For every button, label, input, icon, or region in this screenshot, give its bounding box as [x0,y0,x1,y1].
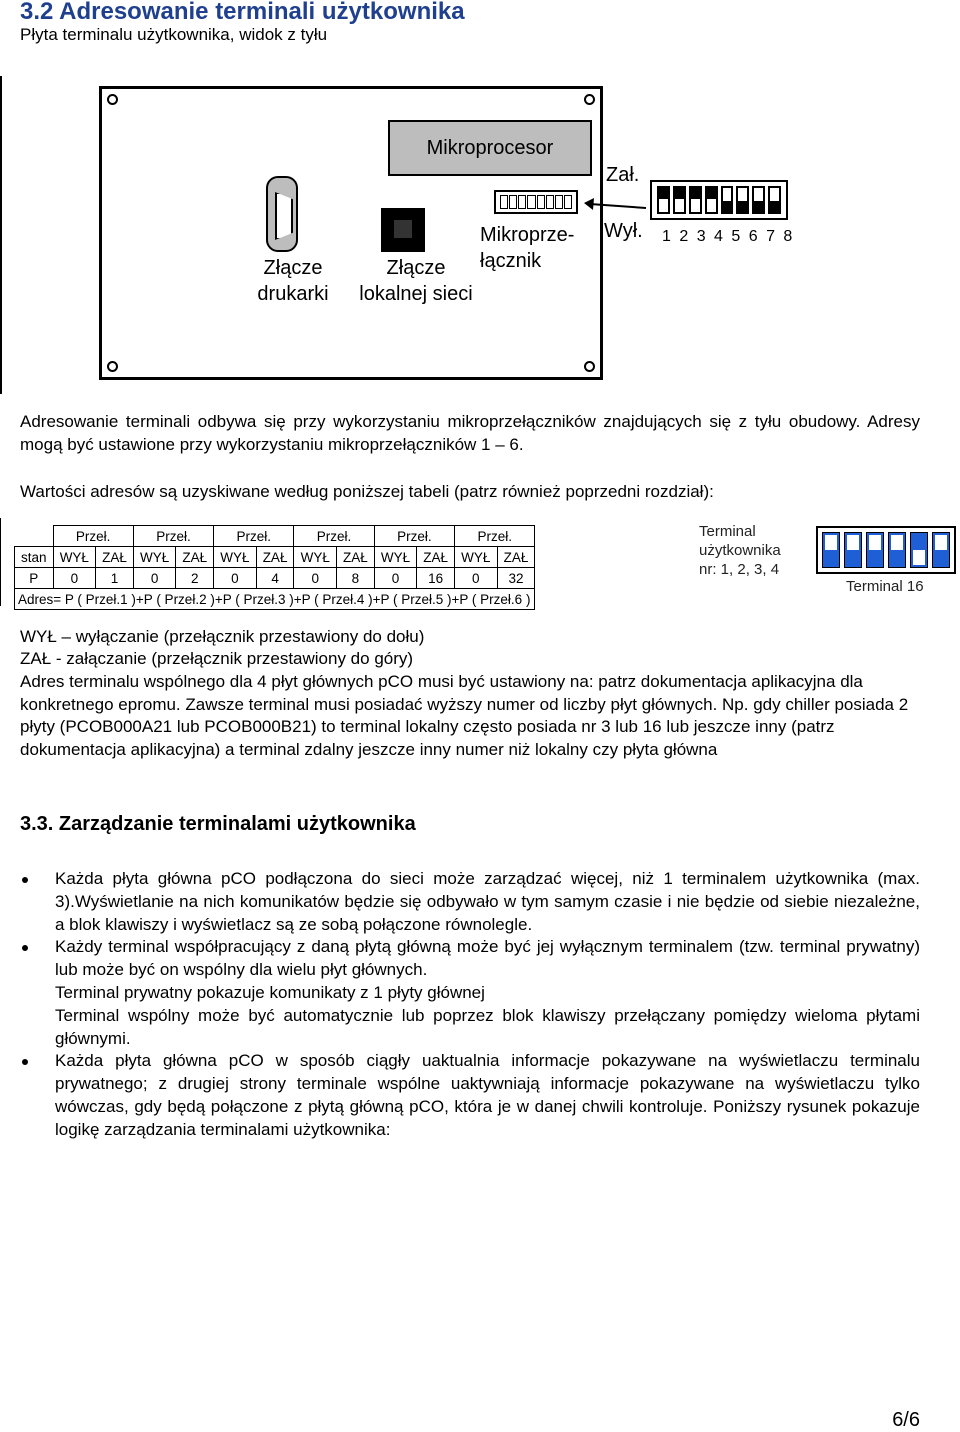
rj-port-icon [394,220,412,238]
terminal-16-label: Terminal 16 [846,578,924,595]
dip-lever-icon [768,186,781,214]
table-cell: 0 [53,568,96,589]
margin-rule [0,518,1,606]
table-cell: 0 [214,568,257,589]
table-cell: Przeł. [53,526,133,547]
terminal-dip-switch-icon [816,526,956,574]
dip-lever-icon [546,195,554,209]
dip-lever-icon [527,195,535,209]
paragraph-values: Wartości adresów są uzyskiwane według poniższej tabeli (patrz również poprzedni rozdział): [20,482,714,501]
dsub-port-icon [275,192,293,240]
table-cell: 2 [176,568,214,589]
list-item-text: Każda płyta główna pCO w sposób ciągły uaktualnia informacje pokazywane na wyświetlaczu terminalu prywatnego; z drugiej strony terminale wspólne uaktywniają informacje pokazywane na wyświetlaczu tylko wówczas, gdy będą połączone z płytą główną pCO, która je w danej chwili kontroluje. Poniższy rysunek pokazuje logikę zarządzania terminalami użytkownika: [55,1051,920,1139]
table-cell: ZAŁ [337,547,375,568]
table-cell: WYŁ [294,547,337,568]
list-item [20,868,920,936]
table-cell: ZAŁ [497,547,535,568]
list-item [20,936,920,1050]
dip-switch-icon [494,190,578,214]
table-cell: Przeł. [374,526,454,547]
label-line: Mikroprze- [480,224,575,246]
table-cell: WYŁ [214,547,257,568]
list-item-text: Terminal wspólny może być automatycznie lub poprzez blok klawiszy przełączany pomiędzy wieloma płytami głównymi. [55,1005,920,1048]
switch-numbers: 1 2 3 4 5 6 7 8 [662,228,795,245]
mount-hole-icon [107,94,118,105]
table-formula: Adres= P ( Przeł.1 )+P ( Przeł.2 )+P ( Przeł.3 )+P ( Przeł.4 )+P ( Przeł.5 )+P ( Przeł.6 ) [15,589,535,610]
arrow-icon [580,190,650,220]
dip-lever-icon [689,186,702,214]
microprocessor-block: Mikroprocesor [388,120,592,176]
dip-switch-label [480,222,574,274]
dip-lever-icon [500,195,508,209]
label-line: Złącze [263,257,323,279]
legend-on: ZAŁ - załączanie (przełącznik przestawiony do góry) [20,649,414,668]
terminal-figure-caption [699,522,781,579]
dip-lever-icon [537,195,545,209]
table-cell: ZAŁ [256,547,294,568]
dip-lever-icon [752,186,765,214]
table-row [15,568,535,589]
dip-lever-icon [705,186,718,214]
label-line: drukarki [257,283,329,305]
table-cell: Przeł. [294,526,374,547]
bullet-icon [22,877,28,883]
section-heading-2: 3.3. Zarządzanie terminalami użytkownika [20,813,416,835]
dip-lever-icon [910,532,928,568]
page-number: 6/6 [892,1409,920,1431]
dip-lever-icon [673,186,686,214]
paragraph-addressing: Adresowanie terminali odbywa się przy wykorzystaniu mikroprzełączników znajdujących się z tyłu obudowy. Adresy mogą być ustawione przy wykorzystaniu mikroprzełączników 1 – 6. [20,412,920,454]
mount-hole-icon [584,94,595,105]
table-cell: ZAŁ [96,547,134,568]
table-cell: 8 [337,568,375,589]
list-item-text: Każda płyta główna pCO podłączona do sieci może zarządzać więcej, niż 1 terminalem użytkownika (max. 3).Wyświetlanie na nich komunikatów będzie się odbywało w tym samym czasie i nie będzie od siebie niezależne, a blok klawiszy i wyświetlacz są ze sobą połączone równolegle. [55,869,920,934]
table-cell: 0 [454,568,497,589]
table-cell: 4 [256,568,294,589]
table-cell: P [15,568,54,589]
list-item [20,1050,920,1141]
list-item-text: Terminal prywatny pokazuje komunikaty z 1 płyty głównej [55,982,485,1002]
table-cell: ZAŁ [176,547,214,568]
table-cell: 32 [497,568,535,589]
table-cell: WYŁ [133,547,176,568]
table-cell: Przeł. [133,526,213,547]
bullet-icon [22,945,28,951]
dip-lever-icon [822,532,840,568]
table-cell: WYŁ [53,547,96,568]
mount-hole-icon [107,361,118,372]
table-cell: 16 [417,568,455,589]
list-item-text: Każdy terminal współpracujący z daną płytą główną może być jej wyłącznym terminalem (tzw. terminal prywatny) lub może być on wspólny dla wielu płyt głównych. [55,937,920,980]
printer-connector-icon [266,176,298,252]
label-line: Terminal [699,523,756,540]
dip-lever-icon [736,186,749,214]
table-row [15,526,535,547]
table-row [15,589,535,610]
label-line: łącznik [480,250,542,272]
section-subheading: Płyta terminalu użytkownika, widok z tyłu [20,25,328,44]
bullet-icon [22,1059,28,1065]
dip-lever-icon [657,186,670,214]
dip-lever-icon [866,532,884,568]
dip-switch-detail-icon [650,180,788,220]
printer-connector-label [248,255,338,307]
label-line: lokalnej sieci [359,283,473,305]
table-cell: WYŁ [454,547,497,568]
table-cell: ZAŁ [417,547,455,568]
paragraph-common-terminal: Adres terminalu wspólnego dla 4 płyt głównych pCO musi być ustawiony na: patrz dokumentacja aplikacyjna dla konkretnego epromu. Zawsze terminal musi posiadać wyższy numer od liczby płyt głównych. Np. gdy chiller posiada 2 płyty (PCOB000A21 lub PCOB000B21) to terminal lokalny często posiada nr 3 lub 16 lub jeszcze inny (patrz dokumentacja aplikacyjna) a terminal zdalny jeszcze inny numer niż lokalny czy płyta główna [20,672,909,759]
table-cell: Przeł. [214,526,294,547]
dip-lever-icon [844,532,862,568]
dip-lever-icon [564,195,572,209]
table-cell: 0 [294,568,337,589]
lan-connector-icon [381,208,425,252]
lan-connector-label [346,255,486,307]
dip-lever-icon [888,532,906,568]
table-row [15,547,535,568]
table-cell: stan [15,547,54,568]
legend-off: WYŁ – wyłączanie (przełącznik przestawiony do dołu) [20,627,425,646]
label-line: nr: 1, 2, 3, 4 [699,561,780,578]
dip-lever-icon [555,195,563,209]
address-table [14,525,535,610]
section-heading: 3.2 Adresowanie terminali użytkownika [20,0,465,25]
dip-lever-icon [509,195,517,209]
table-cell: Przeł. [454,526,534,547]
mount-hole-icon [584,361,595,372]
dip-lever-icon [518,195,526,209]
table-cell: 1 [96,568,134,589]
table-cell: 0 [133,568,176,589]
off-label: Wył. [604,220,643,242]
margin-rule [0,76,2,394]
label-line: użytkownika [699,542,781,559]
dip-lever-icon [721,186,734,214]
address-table-wrapper [14,525,535,610]
table-cell: 0 [374,568,417,589]
dip-lever-icon [932,532,950,568]
on-label: Zał. [606,164,640,186]
table-cell: WYŁ [374,547,417,568]
bullet-list [20,868,920,1142]
label-line: Złącze [386,257,446,279]
